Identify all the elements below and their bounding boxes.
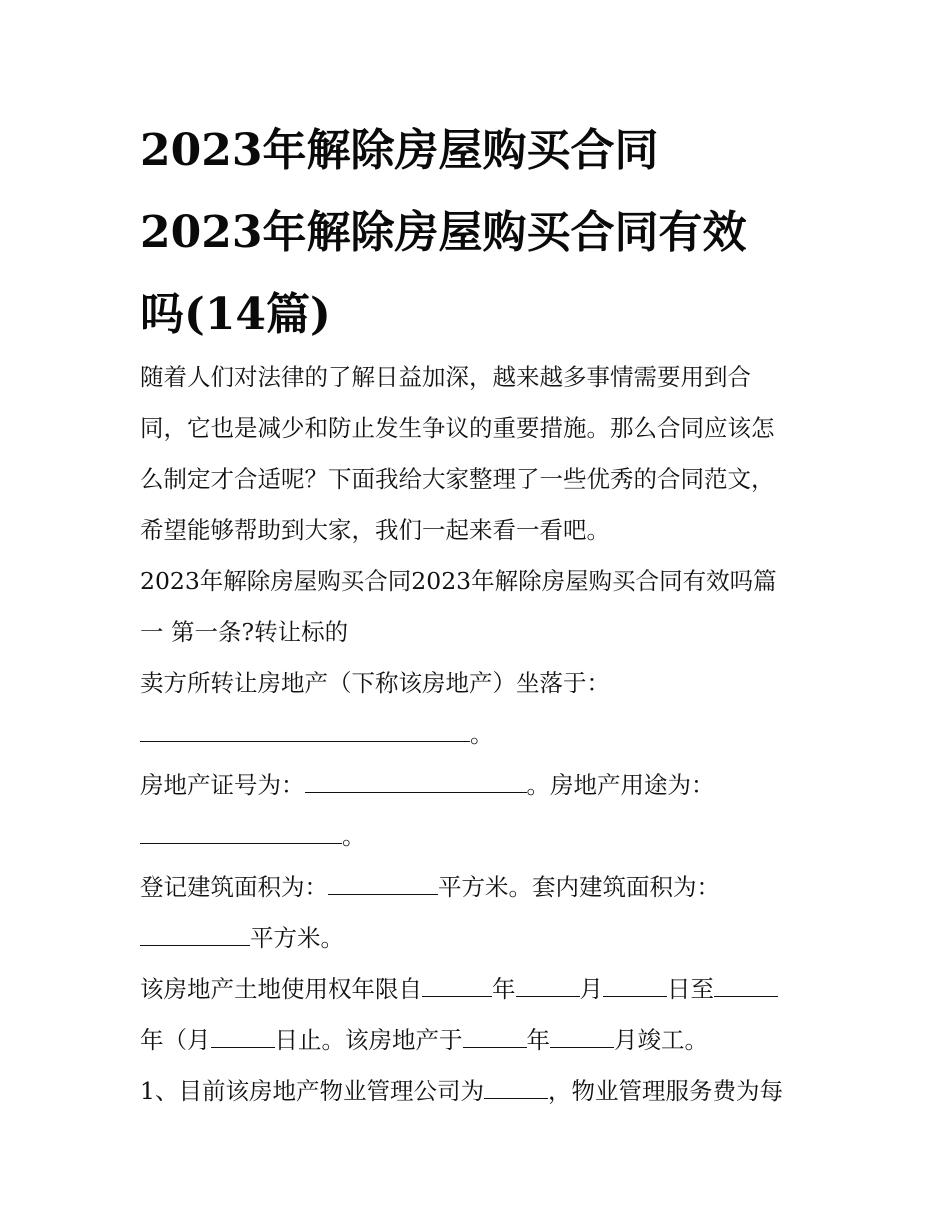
inner-area-blank [140,925,250,946]
land-year-text: 年 [492,975,516,1003]
location-blank [140,721,470,742]
land-start-year-blank [422,976,492,997]
completion-year-blank [463,1027,527,1048]
land-day-text: 日至 [667,975,714,1003]
section-heading-line-1: 2023年解除房屋购买合同2023年解除房屋购买合同有效吗篇 [140,567,777,595]
completion-month-blank [550,1027,614,1048]
completion-month-text: 月竣工。 [614,1026,708,1054]
area-unit: 平方米。 [250,924,344,952]
land-end-year-blank [714,976,778,997]
item-1-fee-text: ，物业管理服务费为每 [547,1077,783,1105]
section-heading-line-2: 一 第一条?转让标的 [140,618,349,646]
cert-blank [305,772,527,793]
area-blank [328,874,438,895]
cert-clause [140,760,830,811]
inner-area-fill-line [140,913,830,964]
intro-line-4: 希望能够帮助到大家，我们一起来看一看吧。 [140,516,610,544]
area-mid: 平方米。套内建筑面积为： [438,873,720,901]
intro-line-1: 随着人们对法律的了解日益加深，越来越多事情需要用到合 [140,363,751,391]
location-fill-line [140,709,830,760]
item-1-line [140,1066,830,1117]
area-label: 登记建筑面积为： [140,873,328,901]
document-body [140,352,830,1117]
usage-blank [140,823,342,844]
usage-fill-line [140,811,830,862]
cert-label: 房地产证号为： [140,771,305,799]
title-line-3: 吗(14篇) [140,289,331,340]
land-clause-line-2 [140,1015,830,1066]
land-start-month-blank [516,976,580,997]
completion-year-text: 年 [526,1026,550,1054]
land-completion-text: 日止。该房地产于 [274,1026,463,1054]
title-line-2: 2023年解除房屋购买合同有效 [140,207,747,258]
land-start-day-blank [603,976,667,997]
land-end-text: 年（月 [140,1026,211,1054]
location-clause [140,658,830,709]
location-label: 卖方所转让房地产（下称该房地产）坐落于： [140,669,610,697]
intro-line-3: 么制定才合适呢？下面我给大家整理了一些优秀的合同范文， [140,465,775,493]
land-month-text: 月 [579,975,603,1003]
property-company-blank [484,1078,548,1099]
area-clause [140,862,830,913]
land-end-day-blank [211,1027,275,1048]
intro-line-2: 同，它也是减少和防止发生争议的重要措施。那么合同应该怎 [140,414,775,442]
title-line-1: 2023年解除房屋购买合同 [140,125,659,176]
document-title [140,110,830,356]
cert-mid: 。房地产用途为： [526,771,715,799]
land-label: 该房地产土地使用权年限自 [140,975,422,1003]
item-1-label: 1、目前该房地产物业管理公司为 [140,1077,484,1105]
location-period: 。 [470,720,494,748]
land-clause-line-1 [140,964,830,1015]
usage-period: 。 [342,822,366,850]
